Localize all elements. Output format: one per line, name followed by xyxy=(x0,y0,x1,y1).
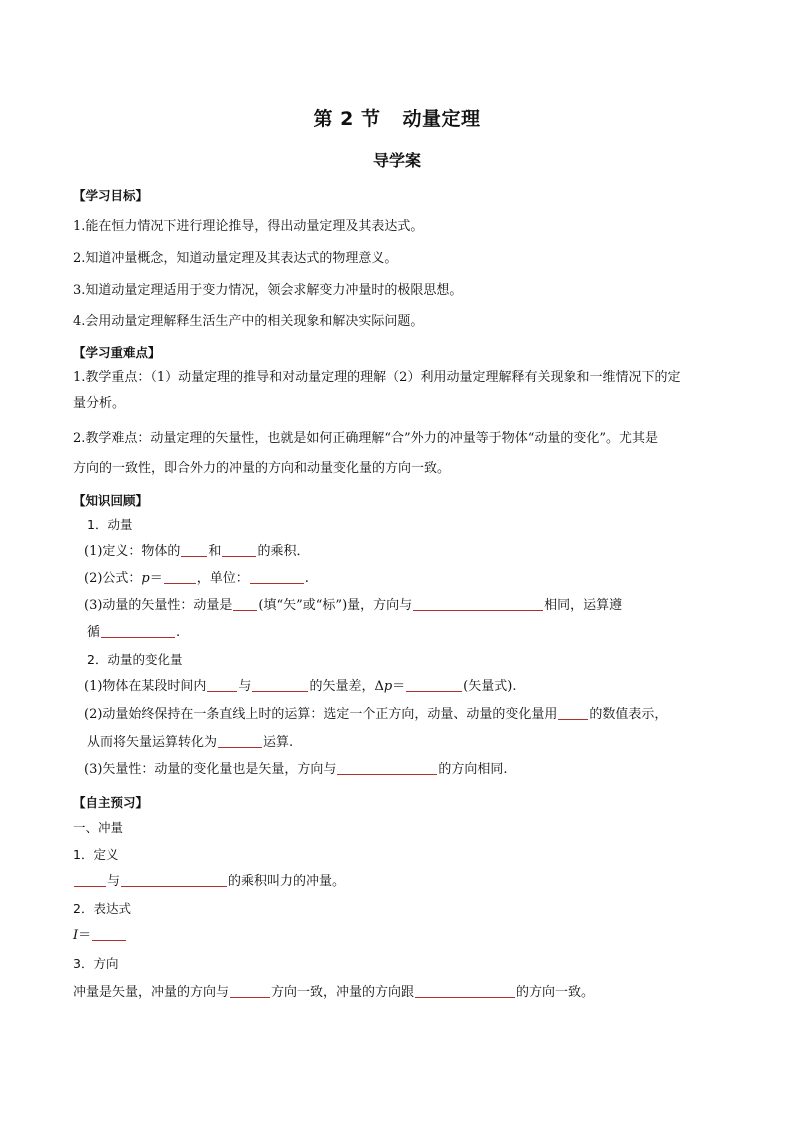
preview-part: 一、冲量 xyxy=(73,820,124,835)
review-change: (1)物体在某段时间内 与 的矢量差，Δp＝ (矢量式). xyxy=(84,679,517,694)
keypoint-text: 1.教学重点：（1）动量定理的推导和对动量定理的理解（2）利用动量定理解释有关现象和一维情况下的定 xyxy=(73,370,681,385)
review-subheading: 1．动量 xyxy=(87,517,133,532)
goals-heading: 【学习目标】 xyxy=(73,188,149,203)
goal-item: 4.会用动量定理解释生活生产中的相关现象和解决实际问题。 xyxy=(73,314,424,329)
fill-blank[interactable] xyxy=(218,734,262,748)
fill-blank[interactable] xyxy=(121,873,227,887)
page-title xyxy=(0,104,794,131)
keypoint-text: 2.教学难点：动量定理的矢量性，也就是如何正确理解“合”外力的冲量等于物体“动量的变化”。尤其是 xyxy=(73,431,658,446)
review-change: (2)动量始终保持在一条直线上时的运算：选定一个正方向，动量、动量的变化量用 的数值表示， xyxy=(84,707,668,722)
preview-subheading: 1．定义 xyxy=(73,847,119,862)
review-change: (3)矢量性：动量的变化量也是矢量，方向与 的方向相同. xyxy=(84,762,508,777)
fill-blank[interactable] xyxy=(230,984,270,998)
preview-heading: 【自主预习】 xyxy=(73,795,149,810)
fill-blank[interactable] xyxy=(101,624,175,638)
keypoint-text: 量分析。 xyxy=(73,396,126,411)
review-change-cont: 从而将矢量运算转化为 运算. xyxy=(87,735,294,750)
fill-blank[interactable] xyxy=(233,597,257,611)
fill-blank[interactable] xyxy=(164,570,196,584)
preview-expression: I＝ xyxy=(73,927,127,945)
review-definition: (1)定义：物体的 和 的乘积． xyxy=(84,544,310,559)
fill-blank[interactable] xyxy=(415,984,515,998)
review-vector-cont: 循 . xyxy=(87,625,181,640)
fill-blank[interactable] xyxy=(252,678,308,692)
review-vector: (3)动量的矢量性：动量是 (填“矢”或“标”)量，方向与 相同，运算遵 xyxy=(84,598,623,613)
goal-item: 1.能在恒力情况下进行理论推导，得出动量定理及其表达式。 xyxy=(73,219,424,234)
goal-item: 3.知道动量定理适用于变力情况，领会求解变力冲量时的极限思想。 xyxy=(73,283,463,298)
fill-blank[interactable] xyxy=(337,761,437,775)
fill-blank[interactable] xyxy=(250,570,304,584)
preview-subheading: 3．方向 xyxy=(73,956,119,971)
page-subtitle: 导学案 xyxy=(372,151,421,170)
fill-blank[interactable] xyxy=(406,678,462,692)
goal-item: 2.知道冲量概念，知道动量定理及其表达式的物理意义。 xyxy=(73,251,398,266)
preview-definition: 与 的乘积叫力的冲量。 xyxy=(73,873,345,891)
review-heading: 【知识回顾】 xyxy=(73,493,149,508)
preview-subheading: 2．表达式 xyxy=(73,901,131,916)
fill-blank[interactable] xyxy=(181,543,207,557)
section-name: 动量定理 xyxy=(402,108,481,130)
fill-blank[interactable] xyxy=(413,597,543,611)
keypoint-text: 方向的一致性，即合外力的冲量的方向和动量变化量的方向一致。 xyxy=(73,461,451,476)
review-formula: (2)公式：p＝ ，单位： . xyxy=(84,571,309,586)
fill-blank[interactable] xyxy=(558,706,588,720)
preview-direction: 冲量是矢量，冲量的方向与 方向一致，冲量的方向跟 的方向一致。 xyxy=(73,985,595,1000)
fill-blank[interactable] xyxy=(207,678,237,692)
fill-blank[interactable] xyxy=(222,543,256,557)
section-number: 第 2 节 xyxy=(313,108,381,130)
fill-blank[interactable] xyxy=(92,927,126,941)
fill-blank[interactable] xyxy=(74,873,106,887)
review-subheading: 2．动量的变化量 xyxy=(87,652,183,667)
keypoints-heading: 【学习重难点】 xyxy=(73,345,161,360)
